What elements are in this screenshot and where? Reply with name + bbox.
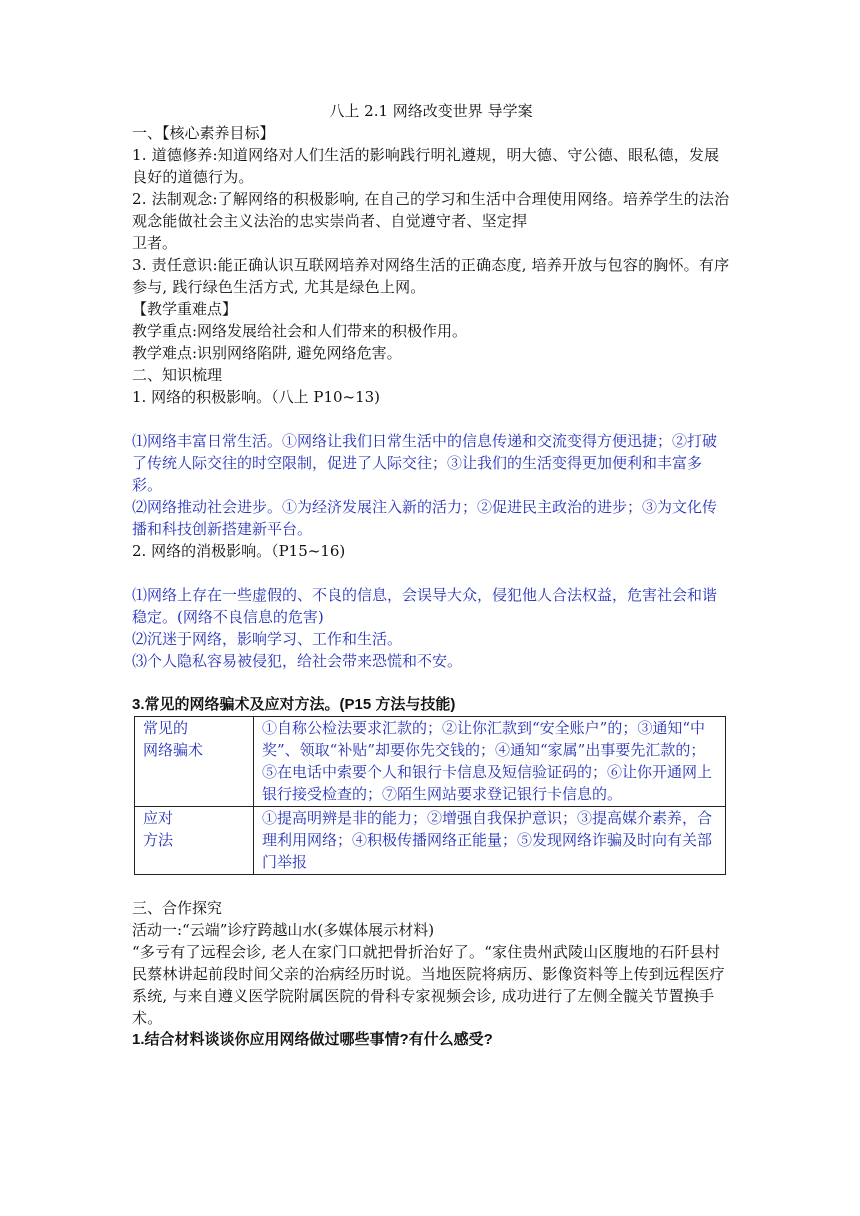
goal-item: 2. 法制观念:了解网络的积极影响, 在自己的学习和生活中合理使用网络。培养学生的法治观念能做社会主义法治的忠实崇尚者、自觉遵守者、坚定捍 (132, 190, 730, 230)
teaching-focus: 教学重点:网络发展给社会和人们带来的积极作用。 (132, 322, 468, 340)
cell-text: ①提高明辨是非的能力；②增强自我保护意识；③提高媒介素养，合理利用网络；④积极传播网络正能量；⑤发现网络诈骗及时向有关部门举报 (262, 809, 713, 871)
spacer (132, 408, 730, 430)
document-page (132, 100, 730, 1051)
row-header-text: 应对 方法 (143, 809, 174, 849)
answer-item: ⑵沉迷于网络，影响学习、工作和生活。 (132, 630, 403, 648)
spacer (132, 562, 730, 584)
goal-item: 卫者。 (132, 234, 178, 252)
table-cell (254, 717, 726, 807)
answer-item: ⑴网络丰富日常生活。①网络让我们日常生活中的信息传递和交流变得方便迅捷；②打破了传统人际交往的时空限制，促进了人际交往；③让我们的生活变得更加便利和丰富多彩。 (132, 432, 718, 494)
goal-item: 3. 责任意识:能正确认识互联网培养对网络生活的正确态度, 培养开放与包容的胸怀。有序参与, 践行绿色生活方式, 尤其是绿色上网。 (132, 256, 730, 296)
question-negative-impact: 2. 网络的消极影响。（P15~16) (132, 542, 346, 560)
teaching-difficulty: 教学难点:识别网络陷阱, 避免网络危害。 (132, 344, 402, 362)
table-row-header (135, 717, 254, 807)
row-header-text: 常见的 网络骗术 (143, 719, 204, 759)
table-row (135, 717, 726, 807)
answer-item: ⑵网络推动社会进步。①为经济发展注入新的活力；②促进民主政治的进步；③为文化传播和科技创新搭建新平台。 (132, 498, 718, 538)
answer-item: ⑶个人隐私容易被侵犯，给社会带来恐慌和不安。 (132, 652, 463, 670)
answer-item: ⑴网络上存在一些虚假的、不良的信息，会误导大众，侵犯他人合法权益，危害社会和谐稳定。(网络不良信息的危害) (132, 586, 718, 626)
activity-title: 活动一:“云端”诊疗跨越山水(多媒体展示材料) (132, 921, 435, 939)
goal-item: 1. 道德修养:知道网络对人们生活的影响践行明礼遵规，明大德、守公德、眼私德，发展良好的道德行为。 (132, 146, 720, 186)
question-positive-impact: 1. 网络的积极影响。（八上 P10~13) (132, 388, 381, 406)
scam-table (134, 716, 726, 875)
cell-text: ①自称公检法要求汇款的；②让你汇款到“安全账户”的；③通知“中奖”、领取“补贴”却要你先交钱的；④通知“家属”出事要先汇款的；⑤在电话中索要个人和银行卡信息及短信验证码的；⑥让你开通网上银行接受检查的；⑦陌生网站要求登记银行卡信息的。 (262, 719, 713, 803)
table-row (135, 807, 726, 875)
section-heading-goals: 一、【核心素养目标】 (132, 124, 275, 142)
section-heading-cooperation: 三、合作探究 (132, 899, 223, 917)
spacer (132, 672, 730, 694)
activity-material: “多亏有了远程会诊, 老人在家门口就把骨折治好了。“家住贵州武陵山区腹地的石阡县村民蔡林讲起前段时间父亲的治病经历时说。当地医院将病历、影像资料等上传到远程医疗系统, 与来自遵义医学院附属医院的骨科专家视频会诊, 成功进行了左侧全髋关节置换手术。 (132, 943, 725, 1027)
spacer (132, 875, 730, 897)
question-scams: 3.常见的网络骗术及应对方法。(P15 方法与技能) (132, 696, 456, 713)
table-row-header (135, 807, 254, 875)
table-cell (254, 807, 726, 875)
page-title: 八上 2.1 网络改变世界 导学案 (329, 102, 533, 120)
section-heading-knowledge: 二、知识梳理 (132, 366, 223, 384)
discussion-question: 1.结合材料谈谈你应用网络做过哪些事情?有什么感受? (132, 1031, 493, 1048)
section-heading-key-points: 【教学重难点】 (132, 300, 238, 318)
